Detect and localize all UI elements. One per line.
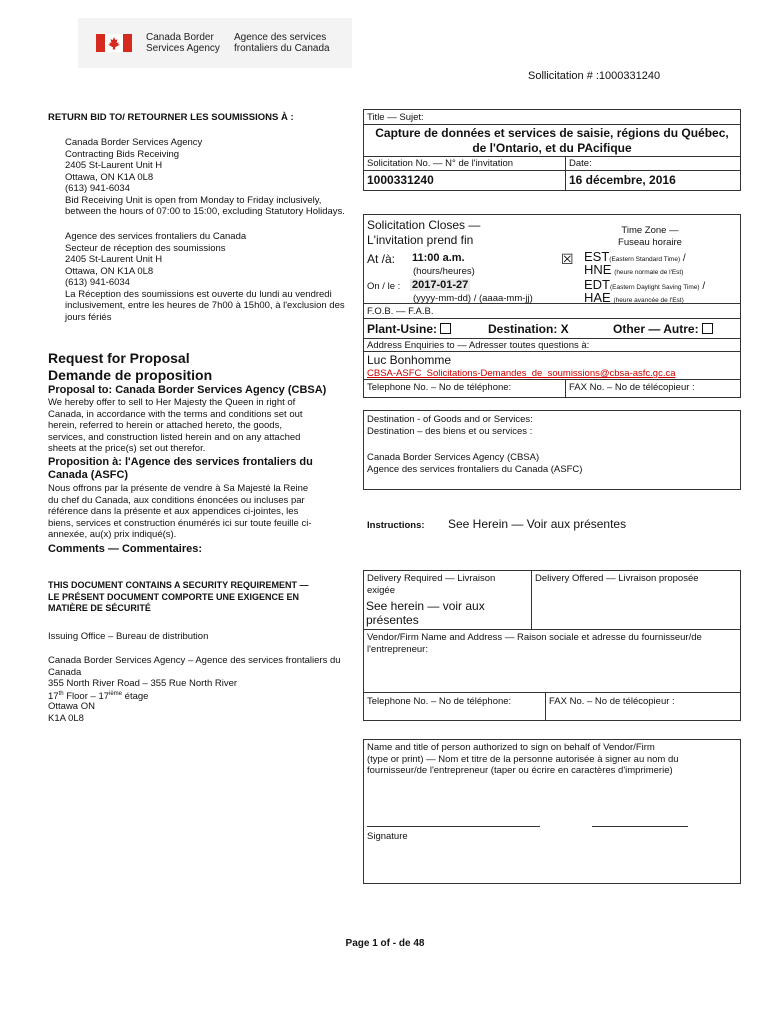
offer-en: We hereby offer to sell to Her Majesty the Queen in right of Canada, in accordance with the terms and conditions set out herein, referred to herein or attached hereto, the goods, services, and construction listed herein and on any attached sheets at the price(s) set out therefor. bbox=[48, 397, 303, 454]
vendor-tel-label: Telephone No. – No de téléphone: bbox=[367, 696, 512, 707]
instructions-label: Instructions: bbox=[367, 520, 425, 531]
timezone-label: Time Zone — Fuseau horaire bbox=[618, 225, 682, 248]
on-label: On / le : bbox=[367, 281, 401, 292]
signature-line bbox=[367, 826, 540, 827]
date-hint: (yyyy-mm-dd) / (aaaa-mm-jj) bbox=[413, 293, 533, 304]
est-checkbox[interactable]: ☒ bbox=[561, 251, 574, 267]
timezone-edt: EDT(Eastern Daylight Saving Time) / bbox=[584, 277, 706, 292]
issuing-office-city: Ottawa ON K1A 0L8 bbox=[48, 701, 95, 724]
date-value: 16 décembre, 2016 bbox=[569, 173, 676, 187]
fob-destination: Destination: X bbox=[488, 322, 569, 336]
title-label: Title — Sujet: bbox=[367, 112, 424, 123]
contact-email[interactable]: CBSA-ASFC_Solicitations-Demandes_de_soumissions@cbsa-asfc.gc.ca bbox=[367, 368, 676, 379]
rfp-title-fr: Demande de proposition bbox=[48, 367, 213, 383]
destination-label: Destination - of Goods and or Services: Destination – des biens et ou services : bbox=[367, 414, 533, 437]
issuing-office-label: Issuing Office – Bureau de distribution bbox=[48, 631, 209, 642]
closing-date: 2017-01-27 bbox=[412, 279, 469, 291]
logo-text-fr: Agence des services frontaliers du Canada bbox=[234, 32, 330, 54]
cbsa-logo bbox=[78, 18, 352, 68]
delivery-offered-label: Delivery Offered — Livraison proposée bbox=[535, 573, 699, 584]
solicitation-no-label: Solicitation No. — N° de l'invitation bbox=[367, 158, 514, 169]
vendor-fax-label: FAX No. – No de télécopieur : bbox=[549, 696, 675, 707]
title-value: Capture de données et services de saisie, régions du Québec, de l'Ontario, et du PAcifique bbox=[375, 126, 729, 155]
return-bid-english: Canada Border Services Agency Contracting Bids Receiving 2405 St-Laurent Unit H Ottawa, ON K1A 0L8 (613) 941-6034 Bid Receiving Unit is open from Monday to Friday inclusively, between the hours of 07:00 to 15:00, excluding Statutory Holidays. bbox=[65, 137, 345, 217]
page-number: Page 1 of - de 48 bbox=[345, 938, 425, 949]
timezone-hne: HNE (heure normale de l'Est) bbox=[584, 262, 684, 277]
timezone-hae: HAE (heure avancée de l'Est) bbox=[584, 290, 684, 305]
time-hint: (hours/heures) bbox=[413, 266, 475, 277]
canada-flag-icon bbox=[96, 34, 132, 52]
return-bid-heading: RETURN BID TO/ RETOURNER LES SOUMISSIONS À : bbox=[48, 112, 294, 123]
date-line bbox=[592, 826, 688, 827]
security-requirement: THIS DOCUMENT CONTAINS A SECURITY REQUIREMENT — LE PRÉSENT DOCUMENT COMPORTE UNE EXIGENCE EN MATIÈRE DE SÉCURITÉ bbox=[48, 580, 309, 613]
vendor-label: Vendor/Firm Name and Address — Raison sociale et adresse du fournisseur/de l'entrepreneur: bbox=[367, 632, 702, 655]
fob-label: F.O.B. — F.A.B. bbox=[367, 306, 434, 317]
signature-label: Signature bbox=[367, 831, 408, 842]
offer-fr: Nous offrons par la présente de vendre à Sa Majesté la Reine du chef du Canada, aux conditions énoncées ou incluses par référence dans la présente et aux appendices ci-jointes, les biens, services et construction énumérés ici sur toute feuille ci- annexée, au(x) prix indiqué(s). bbox=[48, 483, 312, 540]
fob-other: Other — Autre: bbox=[613, 322, 713, 336]
delivery-required-value: See herein — voir aux présentes bbox=[366, 599, 485, 627]
proposal-to-fr: Proposition à: l'Agence des services frontaliers du Canada (ASFC) bbox=[48, 456, 313, 481]
issuing-office-floor: 17th Floor – 17ième étage bbox=[48, 691, 149, 703]
delivery-required-label: Delivery Required — Livraison exigée bbox=[367, 573, 496, 596]
solicitation-ref: Sollicitation # :1000331240 bbox=[528, 70, 661, 82]
issuing-office-address: Canada Border Services Agency – Agence des services frontaliers du Canada 355 North River Road – 355 Rue North River bbox=[48, 655, 341, 689]
signature-instructions: Name and title of person authorized to sign on behalf of Vendor/Firm (type or print) — Nom et titre de la personne autorisée à signer au nom du fournisseur/de l'entrepreneur (taper ou écrire en caractères d'imprimerie) bbox=[367, 742, 679, 776]
closes-label: Solicitation Closes — L'invitation prend fin bbox=[367, 218, 481, 247]
solicitation-no-value: 1000331240 bbox=[367, 173, 434, 187]
other-checkbox[interactable] bbox=[702, 323, 713, 334]
date-label: Date: bbox=[569, 158, 592, 169]
instructions-value: See Herein — Voir aux présentes bbox=[448, 517, 627, 531]
rfp-title-en: Request for Proposal bbox=[48, 350, 190, 366]
at-label: At /à: bbox=[367, 252, 396, 266]
destination-value: Canada Border Services Agency (CBSA) Agence des services frontaliers du Canada (ASFC) bbox=[367, 452, 583, 475]
contact-name: Luc Bonhomme bbox=[367, 353, 452, 367]
enquiries-tel-label: Telephone No. – No de téléphone: bbox=[367, 382, 512, 393]
closing-time: 11:00 a.m. bbox=[412, 252, 465, 264]
fob-plant: Plant-Usine: bbox=[367, 322, 451, 336]
comments-label: Comments — Commentaires: bbox=[48, 543, 203, 555]
logo-text-en: Canada Border Services Agency bbox=[146, 32, 220, 54]
return-bid-french: Agence des services frontaliers du Canada Secteur de réception des soumissions 2405 St-Laurent Unit H Ottawa, ON K1A 0L8 (613) 941-6034 La Réception des soumissions est ouverte du lundi au vendredi inclusivement, entre les heures de 7h00 à 15h00, à l'exclusion des jours fériés bbox=[65, 231, 345, 323]
proposal-to-en: Proposal to: Canada Border Services Agency (CBSA) bbox=[48, 384, 327, 396]
plant-checkbox[interactable] bbox=[440, 323, 451, 334]
timezone-est: EST(Eastern Standard Time) / bbox=[584, 249, 686, 264]
enquiries-fax-label: FAX No. – No de télécopieur : bbox=[569, 382, 695, 393]
enquiries-label: Address Enquiries to — Adresser toutes questions à: bbox=[367, 340, 590, 351]
